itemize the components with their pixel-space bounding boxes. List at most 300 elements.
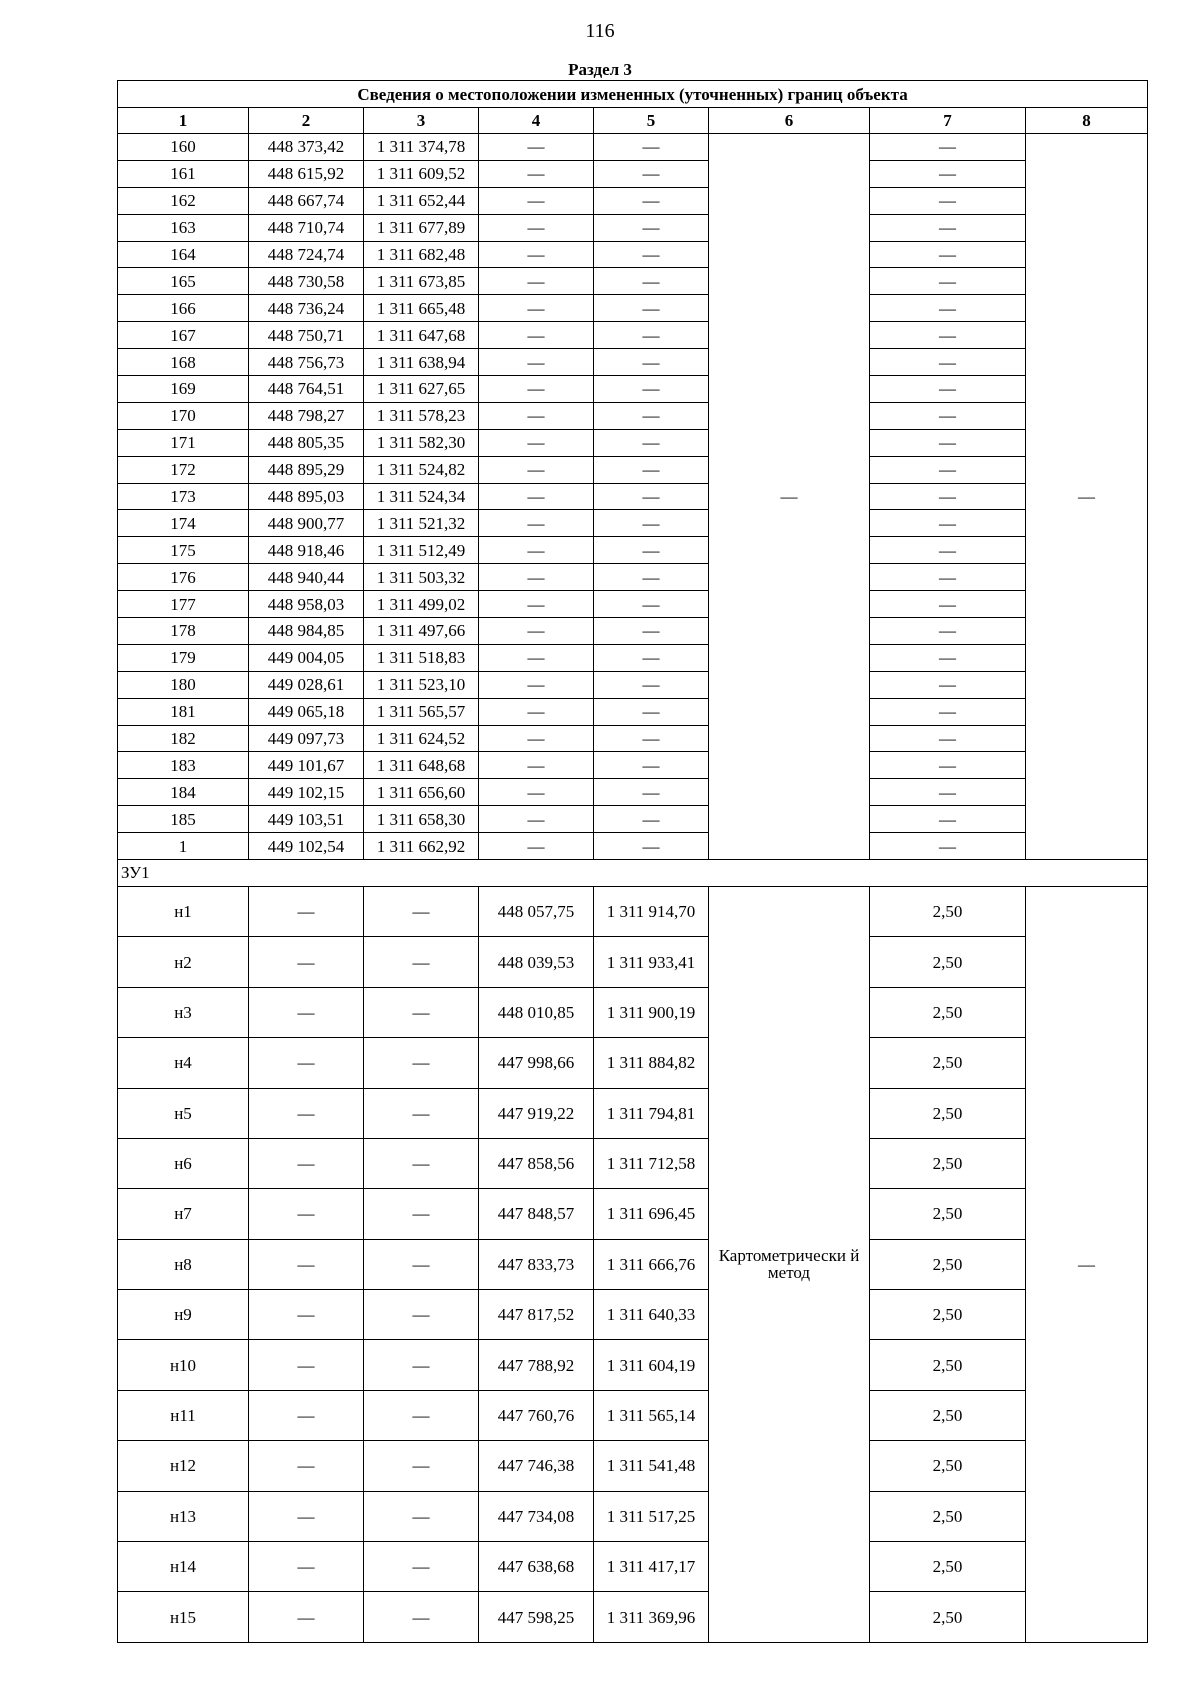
y-new-cell: 1 311 417,17 bbox=[594, 1542, 709, 1592]
table-row bbox=[118, 295, 1148, 322]
y-existing-cell: — bbox=[364, 1441, 479, 1491]
accuracy-cell: — bbox=[870, 456, 1026, 483]
table-row bbox=[118, 510, 1148, 537]
accuracy-cell: 2,50 bbox=[870, 1189, 1026, 1239]
table-row bbox=[118, 1189, 1148, 1239]
x-new-cell: — bbox=[479, 483, 594, 510]
table-row bbox=[118, 1239, 1148, 1289]
x-new-cell: — bbox=[479, 160, 594, 187]
y-new-cell: — bbox=[594, 591, 709, 618]
y-new-cell: — bbox=[594, 241, 709, 268]
column-header-7: 7 bbox=[870, 108, 1026, 134]
x-new-cell: — bbox=[479, 268, 594, 295]
y-existing-cell: — bbox=[364, 1239, 479, 1289]
y-existing-cell: 1 311 652,44 bbox=[364, 187, 479, 214]
x-new-cell: 447 638,68 bbox=[479, 1542, 594, 1592]
x-existing-cell: — bbox=[249, 1138, 364, 1188]
table-row bbox=[118, 483, 1148, 510]
x-new-cell: — bbox=[479, 806, 594, 833]
accuracy-cell: 2,50 bbox=[870, 1390, 1026, 1440]
x-new-cell: — bbox=[479, 456, 594, 483]
x-new-cell: — bbox=[479, 752, 594, 779]
y-existing-cell: 1 311 627,65 bbox=[364, 376, 479, 403]
y-existing-cell: — bbox=[364, 1088, 479, 1138]
accuracy-cell: — bbox=[870, 429, 1026, 456]
table-row bbox=[118, 698, 1148, 725]
y-existing-cell: 1 311 658,30 bbox=[364, 806, 479, 833]
point-number-cell: 169 bbox=[118, 376, 249, 403]
y-existing-cell: 1 311 665,48 bbox=[364, 295, 479, 322]
x-existing-cell: 448 615,92 bbox=[249, 160, 364, 187]
x-existing-cell: 448 730,58 bbox=[249, 268, 364, 295]
table-row bbox=[118, 564, 1148, 591]
point-number-cell: 182 bbox=[118, 725, 249, 752]
column-header-5: 5 bbox=[594, 108, 709, 134]
y-new-cell: — bbox=[594, 833, 709, 860]
x-existing-cell: 448 918,46 bbox=[249, 537, 364, 564]
x-new-cell: 447 848,57 bbox=[479, 1189, 594, 1239]
y-existing-cell: — bbox=[364, 1189, 479, 1239]
accuracy-cell: 2,50 bbox=[870, 937, 1026, 987]
y-new-cell: — bbox=[594, 402, 709, 429]
table-row bbox=[118, 268, 1148, 295]
table-row bbox=[118, 671, 1148, 698]
point-number-cell: 183 bbox=[118, 752, 249, 779]
table-row bbox=[118, 1290, 1148, 1340]
table-row bbox=[118, 349, 1148, 376]
x-new-cell: — bbox=[479, 779, 594, 806]
x-existing-cell: 449 102,54 bbox=[249, 833, 364, 860]
point-number-cell: 185 bbox=[118, 806, 249, 833]
y-new-cell: 1 311 604,19 bbox=[594, 1340, 709, 1390]
point-number-cell: н1 bbox=[118, 886, 249, 936]
description-cell: — bbox=[1026, 886, 1148, 1642]
y-existing-cell: — bbox=[364, 1390, 479, 1440]
x-existing-cell: 448 764,51 bbox=[249, 376, 364, 403]
point-number-cell: 175 bbox=[118, 537, 249, 564]
column-header-row bbox=[118, 108, 1148, 134]
x-existing-cell: 448 756,73 bbox=[249, 349, 364, 376]
x-existing-cell: 449 004,05 bbox=[249, 644, 364, 671]
y-existing-cell: 1 311 523,10 bbox=[364, 671, 479, 698]
table-row bbox=[118, 618, 1148, 645]
y-new-cell: — bbox=[594, 322, 709, 349]
y-existing-cell: 1 311 578,23 bbox=[364, 402, 479, 429]
accuracy-cell: 2,50 bbox=[870, 987, 1026, 1037]
x-new-cell: — bbox=[479, 671, 594, 698]
point-number-cell: н13 bbox=[118, 1491, 249, 1541]
point-number-cell: 162 bbox=[118, 187, 249, 214]
x-existing-cell: 449 102,15 bbox=[249, 779, 364, 806]
accuracy-cell: 2,50 bbox=[870, 886, 1026, 936]
accuracy-cell: — bbox=[870, 752, 1026, 779]
page-number: 116 bbox=[585, 20, 615, 42]
table-row bbox=[118, 1088, 1148, 1138]
y-new-cell: — bbox=[594, 134, 709, 161]
accuracy-cell: — bbox=[870, 295, 1026, 322]
y-existing-cell: 1 311 374,78 bbox=[364, 134, 479, 161]
table-row bbox=[118, 779, 1148, 806]
x-existing-cell: 448 710,74 bbox=[249, 214, 364, 241]
point-number-cell: н3 bbox=[118, 987, 249, 1037]
accuracy-cell: 2,50 bbox=[870, 1290, 1026, 1340]
point-number-cell: н11 bbox=[118, 1390, 249, 1440]
column-header-8: 8 bbox=[1026, 108, 1148, 134]
method-cell: — bbox=[709, 134, 870, 860]
point-number-cell: н2 bbox=[118, 937, 249, 987]
x-new-cell: 447 998,66 bbox=[479, 1038, 594, 1088]
y-new-cell: — bbox=[594, 187, 709, 214]
x-existing-cell: — bbox=[249, 1088, 364, 1138]
x-new-cell: 447 833,73 bbox=[479, 1239, 594, 1289]
x-existing-cell: — bbox=[249, 1239, 364, 1289]
y-new-cell: — bbox=[594, 564, 709, 591]
accuracy-cell: — bbox=[870, 349, 1026, 376]
x-new-cell: 447 746,38 bbox=[479, 1441, 594, 1491]
y-existing-cell: 1 311 524,82 bbox=[364, 456, 479, 483]
table-row bbox=[118, 752, 1148, 779]
x-existing-cell: — bbox=[249, 987, 364, 1037]
table-row bbox=[118, 644, 1148, 671]
accuracy-cell: — bbox=[870, 779, 1026, 806]
accuracy-cell: — bbox=[870, 214, 1026, 241]
table-row bbox=[118, 725, 1148, 752]
x-new-cell: — bbox=[479, 295, 594, 322]
y-new-cell: — bbox=[594, 725, 709, 752]
y-existing-cell: — bbox=[364, 886, 479, 936]
x-new-cell: 447 788,92 bbox=[479, 1340, 594, 1390]
point-number-cell: 181 bbox=[118, 698, 249, 725]
point-number-cell: н7 bbox=[118, 1189, 249, 1239]
y-existing-cell: — bbox=[364, 1592, 479, 1642]
y-new-cell: 1 311 794,81 bbox=[594, 1088, 709, 1138]
table-row bbox=[118, 886, 1148, 936]
y-existing-cell: 1 311 677,89 bbox=[364, 214, 479, 241]
x-existing-cell: — bbox=[249, 1290, 364, 1340]
x-existing-cell: 448 667,74 bbox=[249, 187, 364, 214]
point-number-cell: н10 bbox=[118, 1340, 249, 1390]
x-existing-cell: — bbox=[249, 1189, 364, 1239]
point-number-cell: н14 bbox=[118, 1542, 249, 1592]
y-new-cell: 1 311 696,45 bbox=[594, 1189, 709, 1239]
accuracy-cell: — bbox=[870, 537, 1026, 564]
table-row bbox=[118, 987, 1148, 1037]
x-existing-cell: — bbox=[249, 1592, 364, 1642]
x-new-cell: — bbox=[479, 214, 594, 241]
x-existing-cell: — bbox=[249, 1542, 364, 1592]
accuracy-cell: — bbox=[870, 644, 1026, 671]
table-row bbox=[118, 429, 1148, 456]
x-existing-cell: 448 373,42 bbox=[249, 134, 364, 161]
accuracy-cell: — bbox=[870, 187, 1026, 214]
x-new-cell: 447 734,08 bbox=[479, 1491, 594, 1541]
x-existing-cell: 448 805,35 bbox=[249, 429, 364, 456]
x-new-cell: 448 010,85 bbox=[479, 987, 594, 1037]
y-new-cell: — bbox=[594, 429, 709, 456]
group-row bbox=[118, 860, 1148, 887]
column-header-3: 3 bbox=[364, 108, 479, 134]
column-header-6: 6 bbox=[709, 108, 870, 134]
y-existing-cell: 1 311 638,94 bbox=[364, 349, 479, 376]
x-new-cell: — bbox=[479, 134, 594, 161]
column-header-2: 2 bbox=[249, 108, 364, 134]
column-header-1: 1 bbox=[118, 108, 249, 134]
x-new-cell: 448 057,75 bbox=[479, 886, 594, 936]
x-new-cell: — bbox=[479, 564, 594, 591]
accuracy-cell: 2,50 bbox=[870, 1088, 1026, 1138]
y-new-cell: — bbox=[594, 618, 709, 645]
y-existing-cell: 1 311 682,48 bbox=[364, 241, 479, 268]
y-existing-cell: 1 311 656,60 bbox=[364, 779, 479, 806]
y-new-cell: — bbox=[594, 671, 709, 698]
x-existing-cell: 448 900,77 bbox=[249, 510, 364, 537]
x-new-cell: — bbox=[479, 241, 594, 268]
point-number-cell: 168 bbox=[118, 349, 249, 376]
x-new-cell: — bbox=[479, 187, 594, 214]
point-number-cell: 184 bbox=[118, 779, 249, 806]
point-number-cell: 173 bbox=[118, 483, 249, 510]
x-existing-cell: — bbox=[249, 1038, 364, 1088]
x-existing-cell: 448 736,24 bbox=[249, 295, 364, 322]
point-number-cell: 164 bbox=[118, 241, 249, 268]
y-new-cell: 1 311 541,48 bbox=[594, 1441, 709, 1491]
x-new-cell: 447 598,25 bbox=[479, 1592, 594, 1642]
x-new-cell: — bbox=[479, 591, 594, 618]
y-new-cell: — bbox=[594, 295, 709, 322]
y-new-cell: — bbox=[594, 752, 709, 779]
table-row bbox=[118, 214, 1148, 241]
y-existing-cell: — bbox=[364, 1340, 479, 1390]
y-existing-cell: 1 311 512,49 bbox=[364, 537, 479, 564]
y-existing-cell: — bbox=[364, 1491, 479, 1541]
y-existing-cell: 1 311 647,68 bbox=[364, 322, 479, 349]
point-number-cell: 161 bbox=[118, 160, 249, 187]
y-existing-cell: 1 311 673,85 bbox=[364, 268, 479, 295]
y-existing-cell: 1 311 499,02 bbox=[364, 591, 479, 618]
y-existing-cell: 1 311 565,57 bbox=[364, 698, 479, 725]
point-number-cell: 170 bbox=[118, 402, 249, 429]
x-existing-cell: 448 940,44 bbox=[249, 564, 364, 591]
table-title: Сведения о местоположении измененных (уточненных) границ объекта bbox=[118, 81, 1148, 108]
x-existing-cell: — bbox=[249, 1441, 364, 1491]
y-new-cell: — bbox=[594, 483, 709, 510]
x-existing-cell: — bbox=[249, 1390, 364, 1440]
table-row bbox=[118, 1340, 1148, 1390]
column-header-4: 4 bbox=[479, 108, 594, 134]
point-number-cell: н8 bbox=[118, 1239, 249, 1289]
y-existing-cell: — bbox=[364, 1542, 479, 1592]
y-new-cell: — bbox=[594, 537, 709, 564]
boundary-table bbox=[117, 80, 1148, 1643]
y-existing-cell: 1 311 609,52 bbox=[364, 160, 479, 187]
x-existing-cell: 448 750,71 bbox=[249, 322, 364, 349]
point-number-cell: 167 bbox=[118, 322, 249, 349]
section-label: Раздел 3 bbox=[568, 60, 632, 79]
accuracy-cell: — bbox=[870, 833, 1026, 860]
accuracy-cell: — bbox=[870, 402, 1026, 429]
y-existing-cell: 1 311 582,30 bbox=[364, 429, 479, 456]
point-number-cell: н12 bbox=[118, 1441, 249, 1491]
y-new-cell: — bbox=[594, 806, 709, 833]
accuracy-cell: — bbox=[870, 376, 1026, 403]
y-existing-cell: 1 311 518,83 bbox=[364, 644, 479, 671]
y-new-cell: 1 311 666,76 bbox=[594, 1239, 709, 1289]
x-existing-cell: 448 984,85 bbox=[249, 618, 364, 645]
accuracy-cell: 2,50 bbox=[870, 1441, 1026, 1491]
x-new-cell: — bbox=[479, 537, 594, 564]
y-new-cell: 1 311 712,58 bbox=[594, 1138, 709, 1188]
x-new-cell: — bbox=[479, 322, 594, 349]
table-row bbox=[118, 591, 1148, 618]
table-row bbox=[118, 134, 1148, 161]
x-new-cell: — bbox=[479, 402, 594, 429]
y-new-cell: 1 311 914,70 bbox=[594, 886, 709, 936]
table-row bbox=[118, 1138, 1148, 1188]
x-new-cell: — bbox=[479, 644, 594, 671]
x-existing-cell: 449 065,18 bbox=[249, 698, 364, 725]
x-new-cell: — bbox=[479, 376, 594, 403]
x-new-cell: — bbox=[479, 725, 594, 752]
table-row bbox=[118, 1491, 1148, 1541]
y-new-cell: — bbox=[594, 160, 709, 187]
method-cell: Картометрически й метод bbox=[709, 886, 870, 1642]
point-number-cell: 177 bbox=[118, 591, 249, 618]
x-existing-cell: 449 097,73 bbox=[249, 725, 364, 752]
point-number-cell: н9 bbox=[118, 1290, 249, 1340]
x-new-cell: — bbox=[479, 510, 594, 537]
accuracy-cell: — bbox=[870, 134, 1026, 161]
x-new-cell: — bbox=[479, 618, 594, 645]
accuracy-cell: — bbox=[870, 671, 1026, 698]
x-new-cell: 447 760,76 bbox=[479, 1390, 594, 1440]
x-existing-cell: 448 958,03 bbox=[249, 591, 364, 618]
point-number-cell: 172 bbox=[118, 456, 249, 483]
point-number-cell: 166 bbox=[118, 295, 249, 322]
x-new-cell: — bbox=[479, 833, 594, 860]
y-new-cell: — bbox=[594, 349, 709, 376]
accuracy-cell: — bbox=[870, 268, 1026, 295]
y-new-cell: 1 311 900,19 bbox=[594, 987, 709, 1037]
y-existing-cell: 1 311 521,32 bbox=[364, 510, 479, 537]
y-existing-cell: — bbox=[364, 1038, 479, 1088]
y-new-cell: — bbox=[594, 376, 709, 403]
accuracy-cell: — bbox=[870, 483, 1026, 510]
y-new-cell: — bbox=[594, 510, 709, 537]
point-number-cell: 176 bbox=[118, 564, 249, 591]
accuracy-cell: 2,50 bbox=[870, 1340, 1026, 1390]
accuracy-cell: — bbox=[870, 241, 1026, 268]
accuracy-cell: 2,50 bbox=[870, 1239, 1026, 1289]
x-new-cell: — bbox=[479, 698, 594, 725]
y-new-cell: — bbox=[594, 698, 709, 725]
group-label: ЗУ1 bbox=[118, 860, 1148, 887]
point-number-cell: 160 bbox=[118, 134, 249, 161]
y-existing-cell: — bbox=[364, 987, 479, 1037]
point-number-cell: 163 bbox=[118, 214, 249, 241]
accuracy-cell: — bbox=[870, 510, 1026, 537]
point-number-cell: 171 bbox=[118, 429, 249, 456]
x-new-cell: 447 919,22 bbox=[479, 1088, 594, 1138]
table-row bbox=[118, 241, 1148, 268]
table-row bbox=[118, 402, 1148, 429]
point-number-cell: 179 bbox=[118, 644, 249, 671]
x-existing-cell: 448 895,29 bbox=[249, 456, 364, 483]
point-number-cell: н5 bbox=[118, 1088, 249, 1138]
x-existing-cell: — bbox=[249, 937, 364, 987]
point-number-cell: н6 bbox=[118, 1138, 249, 1188]
point-number-cell: 174 bbox=[118, 510, 249, 537]
point-number-cell: 178 bbox=[118, 618, 249, 645]
accuracy-cell: 2,50 bbox=[870, 1592, 1026, 1642]
x-existing-cell: — bbox=[249, 1340, 364, 1390]
accuracy-cell: — bbox=[870, 591, 1026, 618]
x-existing-cell: — bbox=[249, 1491, 364, 1541]
accuracy-cell: — bbox=[870, 160, 1026, 187]
accuracy-cell: — bbox=[870, 806, 1026, 833]
x-existing-cell: 449 028,61 bbox=[249, 671, 364, 698]
point-number-cell: н15 bbox=[118, 1592, 249, 1642]
y-new-cell: — bbox=[594, 779, 709, 806]
y-existing-cell: 1 311 624,52 bbox=[364, 725, 479, 752]
table-row bbox=[118, 456, 1148, 483]
x-new-cell: — bbox=[479, 349, 594, 376]
x-existing-cell: 449 103,51 bbox=[249, 806, 364, 833]
table-row bbox=[118, 537, 1148, 564]
y-new-cell: — bbox=[594, 214, 709, 241]
point-number-cell: н4 bbox=[118, 1038, 249, 1088]
table-row bbox=[118, 937, 1148, 987]
y-existing-cell: 1 311 503,32 bbox=[364, 564, 479, 591]
y-new-cell: 1 311 933,41 bbox=[594, 937, 709, 987]
accuracy-cell: 2,50 bbox=[870, 1038, 1026, 1088]
y-new-cell: — bbox=[594, 268, 709, 295]
point-number-cell: 180 bbox=[118, 671, 249, 698]
table-row bbox=[118, 160, 1148, 187]
x-existing-cell: — bbox=[249, 886, 364, 936]
accuracy-cell: — bbox=[870, 725, 1026, 752]
table-row bbox=[118, 187, 1148, 214]
accuracy-cell: — bbox=[870, 698, 1026, 725]
y-new-cell: 1 311 640,33 bbox=[594, 1290, 709, 1340]
accuracy-cell: — bbox=[870, 322, 1026, 349]
accuracy-cell: 2,50 bbox=[870, 1138, 1026, 1188]
y-new-cell: — bbox=[594, 644, 709, 671]
description-cell: — bbox=[1026, 134, 1148, 860]
y-existing-cell: 1 311 497,66 bbox=[364, 618, 479, 645]
point-number-cell: 1 bbox=[118, 833, 249, 860]
y-existing-cell: 1 311 648,68 bbox=[364, 752, 479, 779]
point-number-cell: 165 bbox=[118, 268, 249, 295]
table-row bbox=[118, 833, 1148, 860]
x-new-cell: — bbox=[479, 429, 594, 456]
table-row bbox=[118, 1390, 1148, 1440]
x-new-cell: 447 858,56 bbox=[479, 1138, 594, 1188]
y-new-cell: 1 311 565,14 bbox=[594, 1390, 709, 1440]
y-existing-cell: — bbox=[364, 1290, 479, 1340]
x-new-cell: 447 817,52 bbox=[479, 1290, 594, 1340]
y-existing-cell: 1 311 524,34 bbox=[364, 483, 479, 510]
accuracy-cell: 2,50 bbox=[870, 1491, 1026, 1541]
table-row bbox=[118, 1592, 1148, 1642]
y-existing-cell: — bbox=[364, 937, 479, 987]
table-row bbox=[118, 376, 1148, 403]
table-row bbox=[118, 322, 1148, 349]
accuracy-cell: 2,50 bbox=[870, 1542, 1026, 1592]
y-new-cell: 1 311 369,96 bbox=[594, 1592, 709, 1642]
y-new-cell: 1 311 884,82 bbox=[594, 1038, 709, 1088]
x-existing-cell: 448 895,03 bbox=[249, 483, 364, 510]
accuracy-cell: — bbox=[870, 564, 1026, 591]
